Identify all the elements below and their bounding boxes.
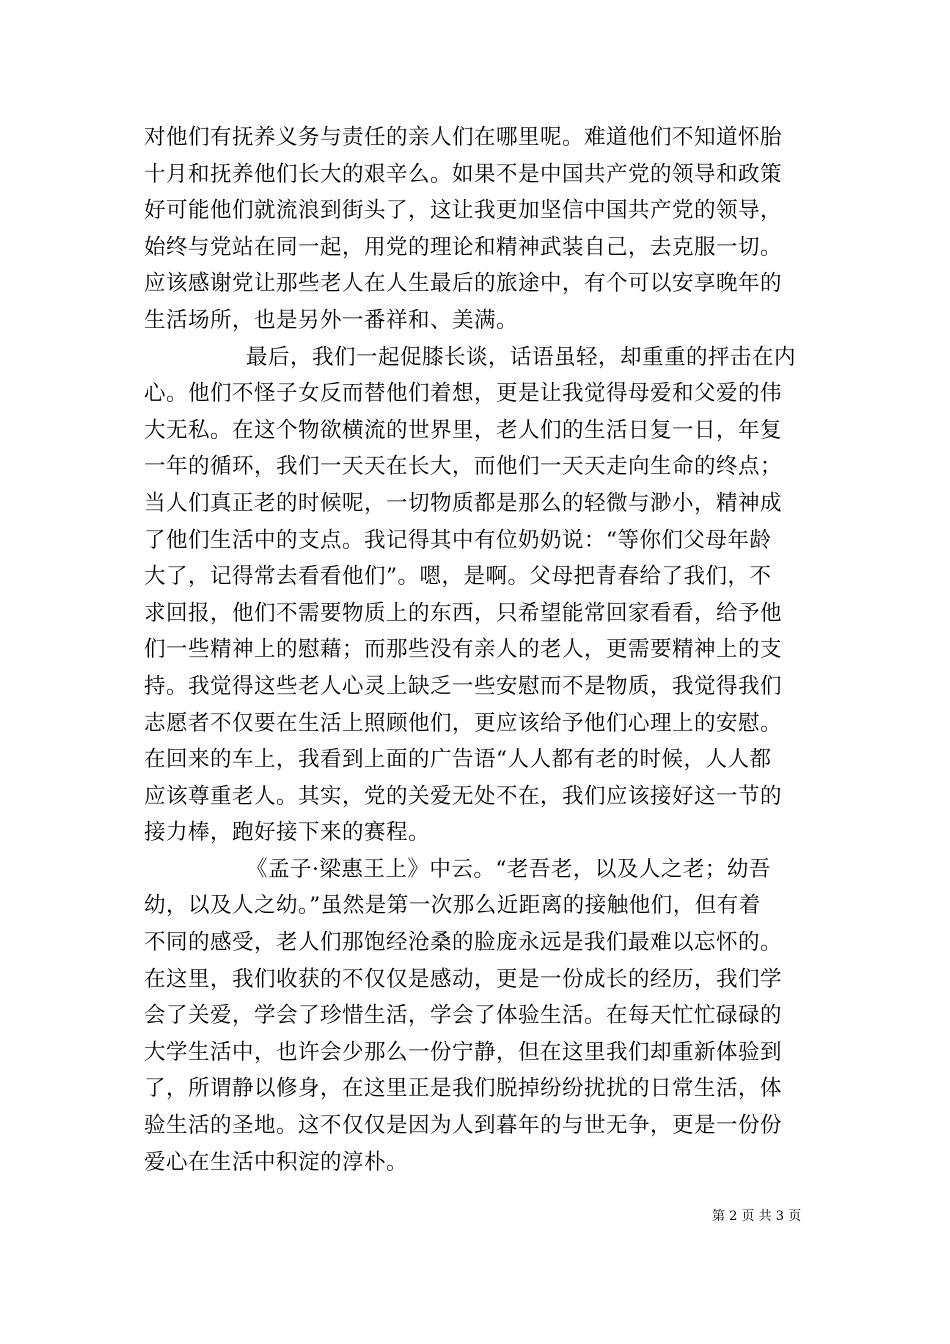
text-line: 持。我觉得这些老人心灵上缺乏一些安慰而不是物质，我觉得我们	[144, 673, 783, 699]
text-line: 应该感谢党让那些老人在人生最后的旅途中，有个可以安享晚年的	[144, 271, 783, 297]
text-line: 求回报，他们不需要物质上的东西，只希望能常回家看看，给予他	[144, 600, 783, 626]
text-line: 始终与党站在同一起，用党的理论和精神武装自己，去克服一切。	[144, 234, 783, 260]
text-line: 心。他们不怪子女反而替他们着想，更是让我觉得母爱和父爱的伟	[144, 381, 783, 407]
text-line: 大学生活中，也许会少那么一份宁静，但在这里我们却重新体验到	[144, 1039, 783, 1065]
text-line: 志愿者不仅要在生活上照顾他们，更应该给予他们心理上的安慰。	[144, 710, 783, 736]
document-body	[144, 120, 808, 1181]
text-line: 了，所谓静以修身，在这里正是我们脱掉纷纷扰扰的日常生活，体	[144, 1076, 783, 1102]
text-line: 一年的循环，我们一天天在长大，而他们一天天走向生命的终点；	[144, 454, 783, 480]
paragraph	[144, 852, 808, 1181]
paragraph	[144, 340, 808, 852]
text-line: 了他们生活中的支点。我记得其中有位奶奶说：“等你们父母年龄	[144, 527, 772, 553]
page-number: 第 2 页 共 3 页	[712, 1209, 802, 1224]
text-line: 在这里，我们收获的不仅仅是感动，更是一份成长的经历，我们学	[144, 966, 783, 992]
text-line: 们一些精神上的慰藉；而那些没有亲人的老人，更需要精神上的支	[144, 637, 783, 663]
text-line: 爱心在生活中积淀的淳朴。	[144, 1149, 409, 1175]
text-line: 生活场所，也是另外一番祥和、美满。	[144, 307, 519, 333]
text-line: 接力棒，跑好接下来的赛程。	[144, 820, 431, 846]
text-line: 验生活的圣地。这不仅仅是因为人到暮年的与世无争，更是一份份	[144, 1113, 783, 1139]
text-line: 最后，我们一起促膝长谈，话语虽轻，却重重的抨击在内	[246, 344, 797, 370]
text-line: 《孟子·梁惠王上》中云。“老吾老，以及人之老；幼吾	[246, 856, 771, 882]
text-line: 好可能他们就流浪到街头了，这让我更加坚信中国共产党的领导，	[144, 198, 783, 224]
text-line: 不同的感受，老人们那饱经沧桑的脸庞永远是我们最难以忘怀的。	[144, 930, 783, 956]
text-line: 十月和抚养他们长大的艰辛么。如果不是中国共产党的领导和政策	[144, 161, 783, 187]
text-line: 大了，记得常去看看他们”。嗯，是啊。父母把青春给了我们，不	[144, 564, 772, 590]
paragraph	[144, 120, 808, 340]
text-line: 大无私。在这个物欲横流的世界里，老人们的生活日复一日，年复	[144, 417, 783, 443]
text-line: 幼，以及人之幼。”虽然是第一次那么近距离的接触他们，但有着	[144, 893, 761, 919]
text-line: 在回来的车上，我看到上面的广告语“人人都有老的时候，人人都	[144, 747, 772, 773]
text-line: 当人们真正老的时候呢，一切物质都是那么的轻微与渺小，精神成	[144, 490, 783, 516]
text-line: 应该尊重老人。其实，党的关爱无处不在，我们应该接好这一节的	[144, 783, 783, 809]
text-line: 会了关爱，学会了珍惜生活，学会了体验生活。在每天忙忙碌碌的	[144, 1003, 783, 1029]
text-line: 对他们有抚养义务与责任的亲人们在哪里呢。难道他们不知道怀胎	[144, 125, 783, 150]
